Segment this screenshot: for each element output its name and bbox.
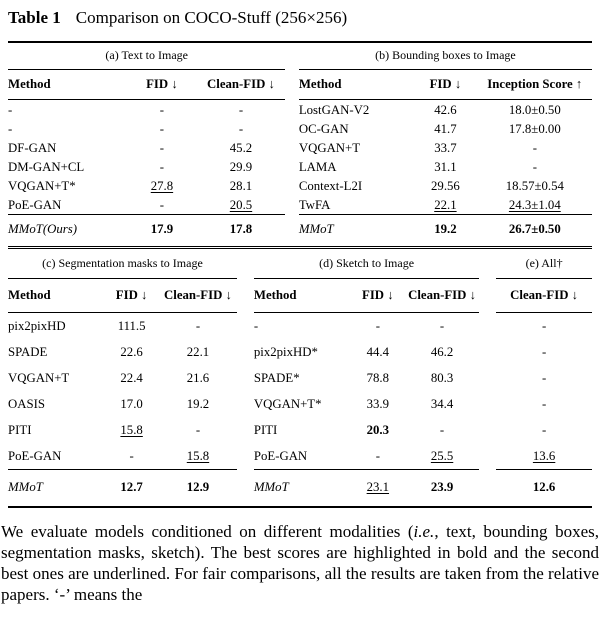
table-header-row [299, 70, 592, 99]
table-cell: VQGAN+T* [253, 397, 322, 411]
table-cell: OC-GAN [298, 121, 349, 136]
table-cell: LAMA [298, 159, 337, 174]
subtable-caption: (c) Segmentation masks to Image [42, 256, 203, 270]
table-cell: SPADE [8, 345, 48, 359]
column-header: FID ↓ [146, 77, 178, 91]
column-header: FID ↓ [362, 288, 394, 302]
table-cell: LostGAN-V2 [298, 102, 370, 117]
table-cell: MMoT(Ours) [8, 222, 77, 236]
table-cell: 17.8±0.00 [508, 121, 561, 136]
table-cell: 46.2 [430, 345, 454, 359]
table-title-text: Comparison on COCO-Stuff (256×256) [75, 8, 348, 27]
table-cell: 33.7 [434, 140, 457, 155]
table-body [299, 100, 592, 214]
table-summary-row [496, 479, 592, 495]
table-final-row [496, 470, 592, 506]
table-cell: - [253, 319, 259, 333]
table-cell: 31.1 [434, 159, 457, 174]
table-cell: 12.9 [186, 480, 210, 494]
table-row [254, 391, 479, 417]
table-cell: - [375, 319, 380, 333]
table-cell: 25.5 [430, 449, 454, 463]
table-body [8, 313, 237, 469]
table-cell: 22.1 [434, 197, 457, 212]
table-cell: 17.9 [150, 222, 174, 236]
table-cell: - [129, 449, 134, 463]
table-row [299, 195, 592, 214]
table-body [8, 100, 285, 214]
table-cell: - [439, 319, 445, 333]
table-header-row [8, 279, 237, 312]
subtable-caption: (b) Bounding boxes to Image [375, 48, 516, 62]
table-cell: - [541, 397, 547, 411]
table-cell: 18.0±0.50 [508, 102, 561, 117]
table-final-row [8, 470, 237, 506]
table-row [8, 195, 285, 214]
table-cell: MMoT [253, 480, 289, 494]
table-row [254, 443, 479, 469]
table-cell: MMoT [298, 222, 334, 236]
table-header-row [254, 279, 479, 312]
table-summary-row [8, 479, 237, 495]
table-cell: VQGAN+T [298, 140, 361, 155]
table-row [8, 119, 285, 138]
table-cell: - [238, 102, 244, 117]
table-cell: - [195, 423, 201, 437]
table-cell: - [159, 121, 165, 136]
column-header: Method [8, 288, 51, 302]
table-cell: - [159, 159, 165, 174]
table-cell: - [375, 449, 380, 463]
subtable-all-modalities [496, 249, 592, 506]
table-cell: 27.8 [150, 178, 174, 193]
table-cell: - [195, 319, 201, 333]
table-row [8, 100, 285, 119]
table-cell: 33.9 [366, 397, 390, 411]
table-cell: - [159, 197, 165, 212]
table-row [496, 391, 592, 417]
table-row [254, 417, 479, 443]
table-cell: SPADE* [253, 371, 300, 385]
table-header-row [496, 279, 592, 312]
table-cell: - [541, 345, 547, 359]
table-cell: PITI [8, 423, 32, 437]
table-row [254, 339, 479, 365]
table-row [8, 391, 237, 417]
table-cell: 22.6 [120, 345, 143, 359]
table-row [496, 339, 592, 365]
table-cell: 22.4 [120, 371, 143, 385]
table-body [254, 313, 479, 469]
table-cell: pix2pixHD* [253, 345, 318, 359]
table-cell: 17.0 [120, 397, 143, 411]
table-cell: - [159, 102, 165, 117]
table-summary-row [299, 221, 592, 237]
table-cell: 78.8 [366, 371, 390, 385]
table-cell: PITI [253, 423, 278, 437]
subtable-caption: (d) Sketch to Image [319, 256, 415, 270]
table-cell: 19.2 [434, 222, 457, 236]
column-header: Clean-FID ↓ [207, 77, 275, 91]
table-row [8, 365, 237, 391]
table-cell: 15.8 [186, 449, 210, 463]
table-row [8, 443, 237, 469]
table-cell: DF-GAN [8, 140, 57, 155]
table-cell: PoE-GAN [8, 197, 62, 212]
table-cell: 12.7 [120, 480, 143, 494]
table-cell: 19.2 [186, 397, 210, 411]
table-final-row [254, 470, 479, 506]
table-cell: 28.1 [229, 178, 253, 193]
table-row [496, 313, 592, 339]
table-body [496, 313, 592, 469]
table-row [8, 313, 237, 339]
table-cell: - [159, 140, 165, 155]
table-cell: - [541, 371, 547, 385]
table-summary-row [254, 479, 479, 495]
table-final-row [8, 215, 285, 245]
column-header: Clean-FID ↓ [164, 288, 232, 302]
subtable-segmentation-masks-to-image [8, 249, 237, 506]
table-cell: 18.57±0.54 [505, 178, 564, 193]
table-cell: - [532, 140, 537, 155]
table-row [8, 417, 237, 443]
table-cell: 29.9 [229, 159, 253, 174]
table-cell: 20.3 [366, 423, 390, 437]
table-cell: 12.6 [532, 480, 556, 494]
table-cell: 44.4 [366, 345, 390, 359]
table-cell: PoE-GAN [253, 449, 308, 463]
table-number: Table 1 [8, 8, 61, 27]
subtable-sketch-to-image [254, 249, 479, 506]
table-cell: 23.1 [366, 480, 390, 494]
subtable-text-to-image [8, 43, 285, 245]
table-cell: - [532, 159, 537, 174]
caption-segment: , text, bounding boxes, segmentation masks, sketch). The best scores are highlighted in bold and the second best ones are underlined. For fair comparisons, all the results are taken from the relative papers. ‘-’ means the [1, 522, 599, 604]
table-description [0, 508, 600, 605]
table-cell: VQGAN+T* [8, 178, 76, 193]
table-row [299, 138, 592, 157]
table-cell: - [8, 102, 13, 117]
table-cell: 20.5 [229, 197, 253, 212]
subtable-caption: (e) All† [525, 256, 563, 270]
table-summary-row [8, 221, 285, 237]
column-header: Clean-FID ↓ [408, 288, 476, 302]
table-row [299, 100, 592, 119]
table-cell: 26.7±0.50 [508, 222, 561, 236]
bottom-table-group [0, 249, 600, 506]
table-row [299, 176, 592, 195]
table-cell: 41.7 [434, 121, 457, 136]
table-row [254, 365, 479, 391]
column-header: Method [8, 77, 51, 91]
table-cell: 15.8 [120, 423, 143, 437]
subtable-caption: (a) Text to Image [105, 48, 188, 62]
caption-segment: We evaluate models conditioned on different modalities ( [1, 522, 414, 541]
table-cell: OASIS [8, 397, 45, 411]
table-row [8, 138, 285, 157]
table-row [254, 313, 479, 339]
table-cell: 13.6 [532, 449, 556, 463]
column-header: Method [253, 288, 297, 302]
table-row [496, 365, 592, 391]
column-header: Clean-FID ↓ [510, 288, 579, 302]
table-header-row [8, 70, 285, 99]
table-cell: - [541, 319, 547, 333]
column-header: Method [298, 77, 342, 91]
table-cell: Context-L2I [298, 178, 363, 193]
column-header: FID ↓ [429, 77, 462, 91]
table-cell: PoE-GAN [8, 449, 62, 463]
subtable-bounding-boxes-to-image [299, 43, 592, 245]
table-cell: pix2pixHD [8, 319, 66, 333]
table-cell: - [439, 423, 445, 437]
top-table-group [0, 43, 600, 245]
table-cell: - [541, 423, 547, 437]
table-title [0, 6, 600, 41]
column-header: Inception Score ↑ [487, 77, 583, 91]
table-cell: 80.3 [430, 371, 454, 385]
table-cell: 17.8 [229, 222, 253, 236]
table-row [496, 417, 592, 443]
table-cell: 45.2 [229, 140, 253, 155]
table-cell: 22.1 [186, 345, 210, 359]
table-row [299, 157, 592, 176]
table-cell: 21.6 [186, 371, 210, 385]
table-row [8, 157, 285, 176]
table-cell: - [8, 121, 13, 136]
table-cell: TwFA [298, 197, 331, 212]
column-header: FID ↓ [115, 288, 148, 302]
table-cell: 42.6 [434, 102, 457, 117]
table-cell: VQGAN+T [8, 371, 70, 385]
caption-segment: i.e. [413, 522, 435, 541]
table-cell: 24.3±1.04 [508, 197, 561, 212]
table-cell: DM-GAN+CL [8, 159, 85, 174]
table-row [496, 443, 592, 469]
table-cell: 29.56 [431, 178, 460, 193]
table-cell: MMoT [8, 480, 43, 494]
table-cell: - [238, 121, 244, 136]
table-row [8, 176, 285, 195]
table-cell: 111.5 [117, 319, 146, 333]
table-cell: 23.9 [430, 480, 454, 494]
table-final-row [299, 215, 592, 245]
table-row [299, 119, 592, 138]
table-cell: 34.4 [430, 397, 454, 411]
table-row [8, 339, 237, 365]
